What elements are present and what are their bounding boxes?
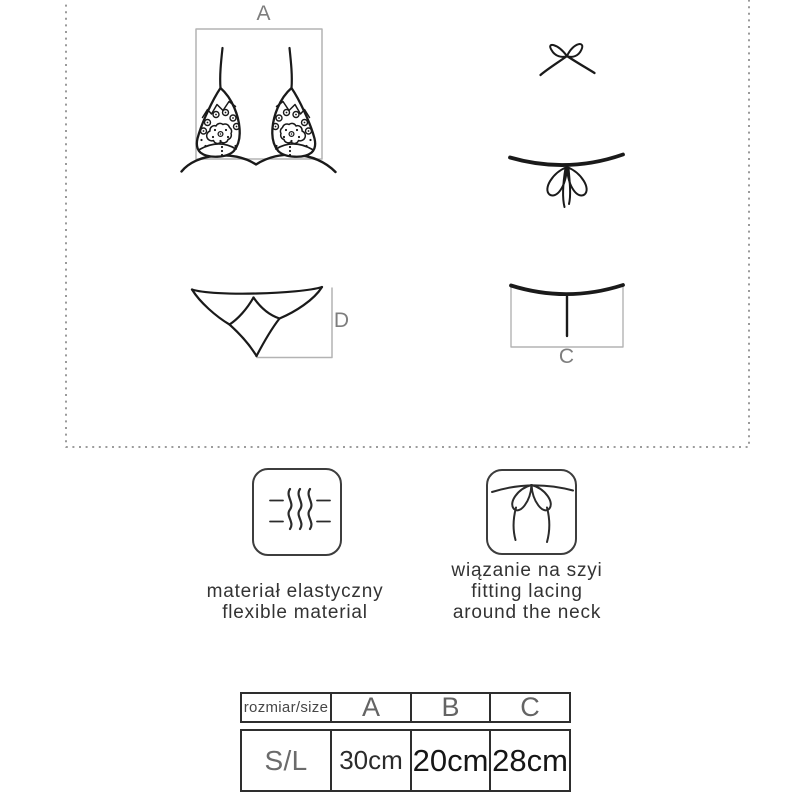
size-value-label: S/L bbox=[264, 744, 308, 776]
size-table-corner-cell: rozmiar/size bbox=[243, 699, 329, 716]
label-measure-d: D bbox=[333, 309, 351, 332]
panty-front-drawing bbox=[192, 287, 332, 358]
bra-front-drawing bbox=[182, 29, 336, 172]
bra-back-drawing bbox=[510, 44, 623, 207]
measure-d-bracket bbox=[257, 288, 332, 358]
flexible-material-label bbox=[175, 581, 415, 623]
label-measure-c: C bbox=[558, 345, 576, 368]
elastic-waves-glyph bbox=[270, 489, 330, 529]
feature-line: wiązanie na szyi bbox=[451, 560, 603, 581]
measurement-b-value: 20cm bbox=[410, 731, 489, 790]
size-table-header-row bbox=[240, 692, 571, 723]
dashed-frame bbox=[66, 0, 749, 447]
label-measure-a: A bbox=[256, 2, 272, 25]
flexible-material-icon bbox=[252, 468, 342, 556]
neck-lacing-icon bbox=[486, 469, 577, 555]
measurement-a-value: 30cm bbox=[330, 731, 410, 790]
measurement-c-value: 28cm bbox=[489, 731, 569, 790]
neck-lacing-label bbox=[407, 560, 647, 623]
feature-line: materiał elastyczny bbox=[206, 581, 384, 602]
size-table-data-row bbox=[240, 729, 571, 792]
neck-tie-bow-glyph bbox=[492, 485, 573, 542]
feature-line: around the neck bbox=[452, 602, 602, 623]
back-piece-drawing bbox=[511, 285, 623, 347]
size-table-col-b: B bbox=[410, 694, 489, 721]
feature-line: flexible material bbox=[222, 602, 368, 623]
size-table-col-a: A bbox=[330, 694, 410, 721]
size-table-col-c: C bbox=[489, 694, 569, 721]
feature-line: fitting lacing bbox=[471, 581, 583, 602]
